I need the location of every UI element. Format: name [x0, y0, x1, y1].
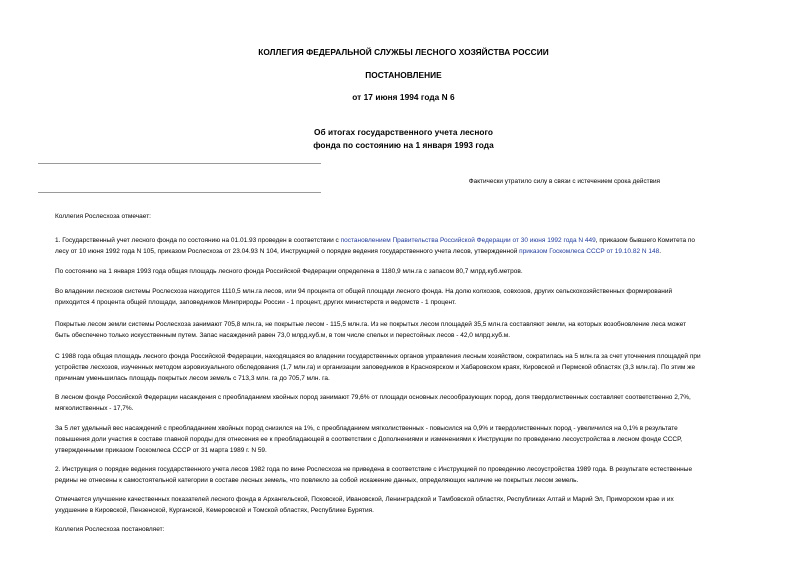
document-title-line-1: Об итогах государственного учета лесного	[313, 127, 494, 137]
paragraph-3: Во владении лесхозов системы Рослесхоза находится 1110,5 млн.га лесов, или 94 процента от общей площади лесного фонда. На долю колхозов, совхозов, других сельскохозяйственных формирований приходится 4 процента общей площади, заповедников Минприроды России - 1 процент, других министерств и ведомств - 1 процент.	[55, 288, 673, 306]
document-date: от 17 июня 1994 года N 6	[352, 92, 455, 102]
issuing-body: КОЛЛЕГИЯ ФЕДЕРАЛЬНОЙ СЛУЖБЫ ЛЕСНОГО ХОЗЯЙСТВА РОССИИ	[258, 47, 549, 57]
document-title-line-2: фонда по состоянию на 1 января 1993 года	[313, 140, 494, 150]
intro-paragraph: Коллегия Рослесхоза отмечает:	[55, 213, 151, 220]
government-decree-link[interactable]: постановлением Правительства Российской Федерации от 30 июня 1992 года N 449	[340, 237, 596, 244]
paragraph-9: Отмечается улучшение качественных показателей лесного фонда в Архангельской, Псковской, Ивановской, Ленинградской и Тамбовской областях, Республиках Алтай и Марий Эл, Приморском крае и их ухудшение в Кировской, Пензенской, Курганской, Кемеровской и Томской областях, Республике Бурятия.	[55, 496, 674, 514]
paragraph-6: В лесном фонде Российской Федерации насаждения с преобладанием хвойных пород занимают 79,6% от площади основных лесообразующих пород, доля твердолиственных составляет соответственно 2,7%, мягколиственных - 17,7%.	[55, 394, 691, 412]
document-type: ПОСТАНОВЛЕНИЕ	[365, 70, 442, 80]
closing-paragraph: Коллегия Рослесхоза постановляет:	[55, 526, 165, 533]
status-note: Фактически утратило силу в связи с истечением срока действия	[468, 178, 660, 185]
paragraph-8: 2. Инструкция о порядке ведения государственного учета лесов 1982 года по вине Рослесхоза не приведена в соответствие с Инструкцией по проведению лесоустройства 1989 года. В результате естественные редины не отнесены к самостоятельной категории в составе лесных земель, что повлекло за собой искажение данных, определяющих наличие не покрытых лесом земель.	[55, 466, 693, 484]
paragraph-7: За 5 лет удельный вес насаждений с преобладанием хвойных пород снизился на 1%, с преобладанием мягколиственных - повысился на 0,9% и твердолиственных пород - увеличился на 0,1% в результате повышения доли участия в составе главной породы для отнесения ее к преобладающей в соответствии с Дополнениями и изменениями к Инструкции по проведению лесоустройства в лесном фонде СССР, утвержденными приказом Госкомлеса СССР от 31 марта 1989 г. N 59.	[55, 425, 683, 454]
divider-top	[38, 163, 321, 164]
paragraph-2: По состоянию на 1 января 1993 года общая площадь лесного фонда Российской Федерации определена в 1180,9 млн.га с запасом 80,7 млрд.куб.метров.	[55, 268, 523, 275]
divider-bottom	[38, 192, 321, 193]
paragraph-4: Покрытые лесом земли системы Рослесхоза занимают 705,8 млн.га, не покрытые лесом - 115,5 млн.га. Из не покрытых лесом площадей 35,5 млн.га составляют земли, на которых возобновление леса может быть обеспечено только искусственным путем. Запас насаждений равен 73,0 млрд.куб.м, в том числе спелых и перестойных лесов - 42,0 млрд.куб.м.	[55, 321, 687, 339]
goskomles-order-link[interactable]: приказом Госкомлеса СССР от 19.10.82 N 148	[519, 248, 660, 255]
paragraph-1: 1. Государственный учет лесного фонда по состоянию на 01.01.93 проведен в соответствии с постановлением Правительства Российской Федерации от 30 июня 1992 года N 449, приказом бывшего Комитета по лесу от 10 июня 1992 года N 105, приказом Рослесхоза от 23.04.93 N 104, Инструкцией о порядке ведения государственного учета лесов, утвержденной приказом Госкомлеса СССР от 19.10.82 N 148.	[55, 237, 696, 255]
paragraph-5: С 1988 года общая площадь лесного фонда Российской Федерации, находящаяся во владении государственных органов управления лесным хозяйством, сократилась на 5 млн.га за счет уточнения площадей при устройстве лесхозов, изученных методом аэровизуального обследования (1,7 млн.га) и организации заповедников в Красноярском и Хабаровском краях, Кировской и Пермской областях (3,3 млн.га). По этим же причинам уменьшилась площадь покрытых лесом земель с 713,3 млн. га до 705,7 млн. га.	[55, 353, 701, 382]
